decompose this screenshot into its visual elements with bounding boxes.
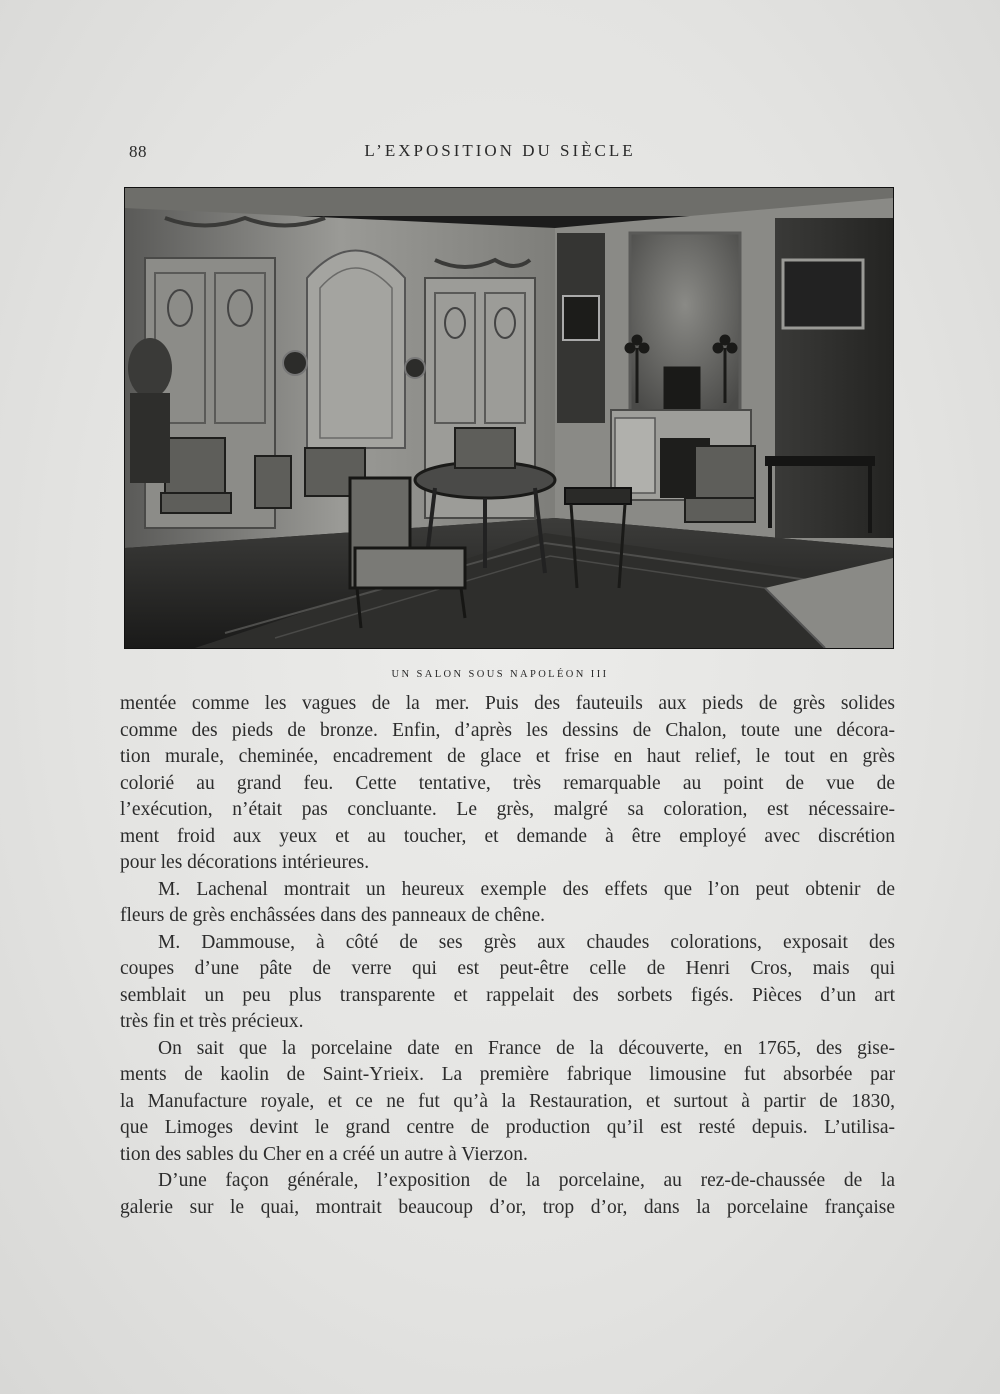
body-text xyxy=(120,691,895,1221)
text-line: mentée comme les vagues de la mer. Puis des fauteuils aux pieds de grès solides xyxy=(120,693,895,714)
text-line: On sait que la porcelaine date en France de la découverte, en 1765, des gise- xyxy=(158,1037,895,1059)
text-line: M. Dammouse, à côté de ses grès aux chaudes colorations, exposait des xyxy=(158,931,895,953)
salon-interior-illustration xyxy=(125,188,893,648)
text-line: la Manufacture royale, et ce ne fut qu’à la Restauration, et surtout à partir de 1830, xyxy=(120,1090,895,1112)
page-number: 88 xyxy=(129,142,147,161)
text-line: comme des pieds de bronze. Enfin, d’après les dessins de Chalon, toute une décora- xyxy=(120,719,895,741)
text-line: tion des sables du Cher en a créé un autre à Vierzon. xyxy=(120,1143,528,1165)
text-line: tion murale, cheminée, encadrement de glace et frise en haut relief, le tout en grès xyxy=(120,746,895,767)
text-line: D’une façon générale, l’exposition de la porcelaine, au rez-de-chaussée de la xyxy=(158,1170,895,1191)
text-line: ment froid aux yeux et au toucher, et demande à être employé avec discrétion xyxy=(120,825,895,847)
running-title: L’EXPOSITION DU SIÈCLE xyxy=(364,141,636,160)
salon-photograph xyxy=(124,187,894,649)
text-line: l’exécution, n’était pas concluante. Le grès, malgré sa coloration, est nécessaire- xyxy=(120,799,895,820)
text-line: fleurs de grès enchâssées dans des panneaux de chêne. xyxy=(120,905,546,926)
text-line: ments de kaolin de Saint-Yrieix. La première fabrique limousine fut absorbée par xyxy=(120,1064,895,1085)
paragraph-4 xyxy=(120,1036,895,1169)
text-line: coupes d’une pâte de verre qui est peut-être celle de Henri Cros, mais qui xyxy=(120,958,895,979)
paragraph-2 xyxy=(120,877,895,930)
text-line: galerie sur le quai, montrait beaucoup d’or, trop d’or, dans la porcelaine française xyxy=(120,1196,895,1218)
text-line: pour les décorations intérieures. xyxy=(120,852,370,873)
figure-caption: UN SALON SOUS NAPOLÉON III xyxy=(391,669,609,680)
paragraph-5 xyxy=(120,1168,895,1221)
text-line: M. Lachenal montrait un heureux exemple des effets que l’on peut obtenir de xyxy=(158,878,895,900)
paragraph-3 xyxy=(120,930,895,1036)
text-line: que Limoges devint le grand centre de production qu’il est resté depuis. L’utilisa- xyxy=(120,1117,895,1138)
text-line: colorié au grand feu. Cette tentative, très remarquable au point de vue de xyxy=(120,772,895,794)
paragraph-1 xyxy=(120,691,895,877)
text-line: très fin et très précieux. xyxy=(120,1011,304,1032)
text-line: semblait un peu plus transparente et rappelait des sorbets figés. Pièces d’un art xyxy=(120,984,895,1006)
